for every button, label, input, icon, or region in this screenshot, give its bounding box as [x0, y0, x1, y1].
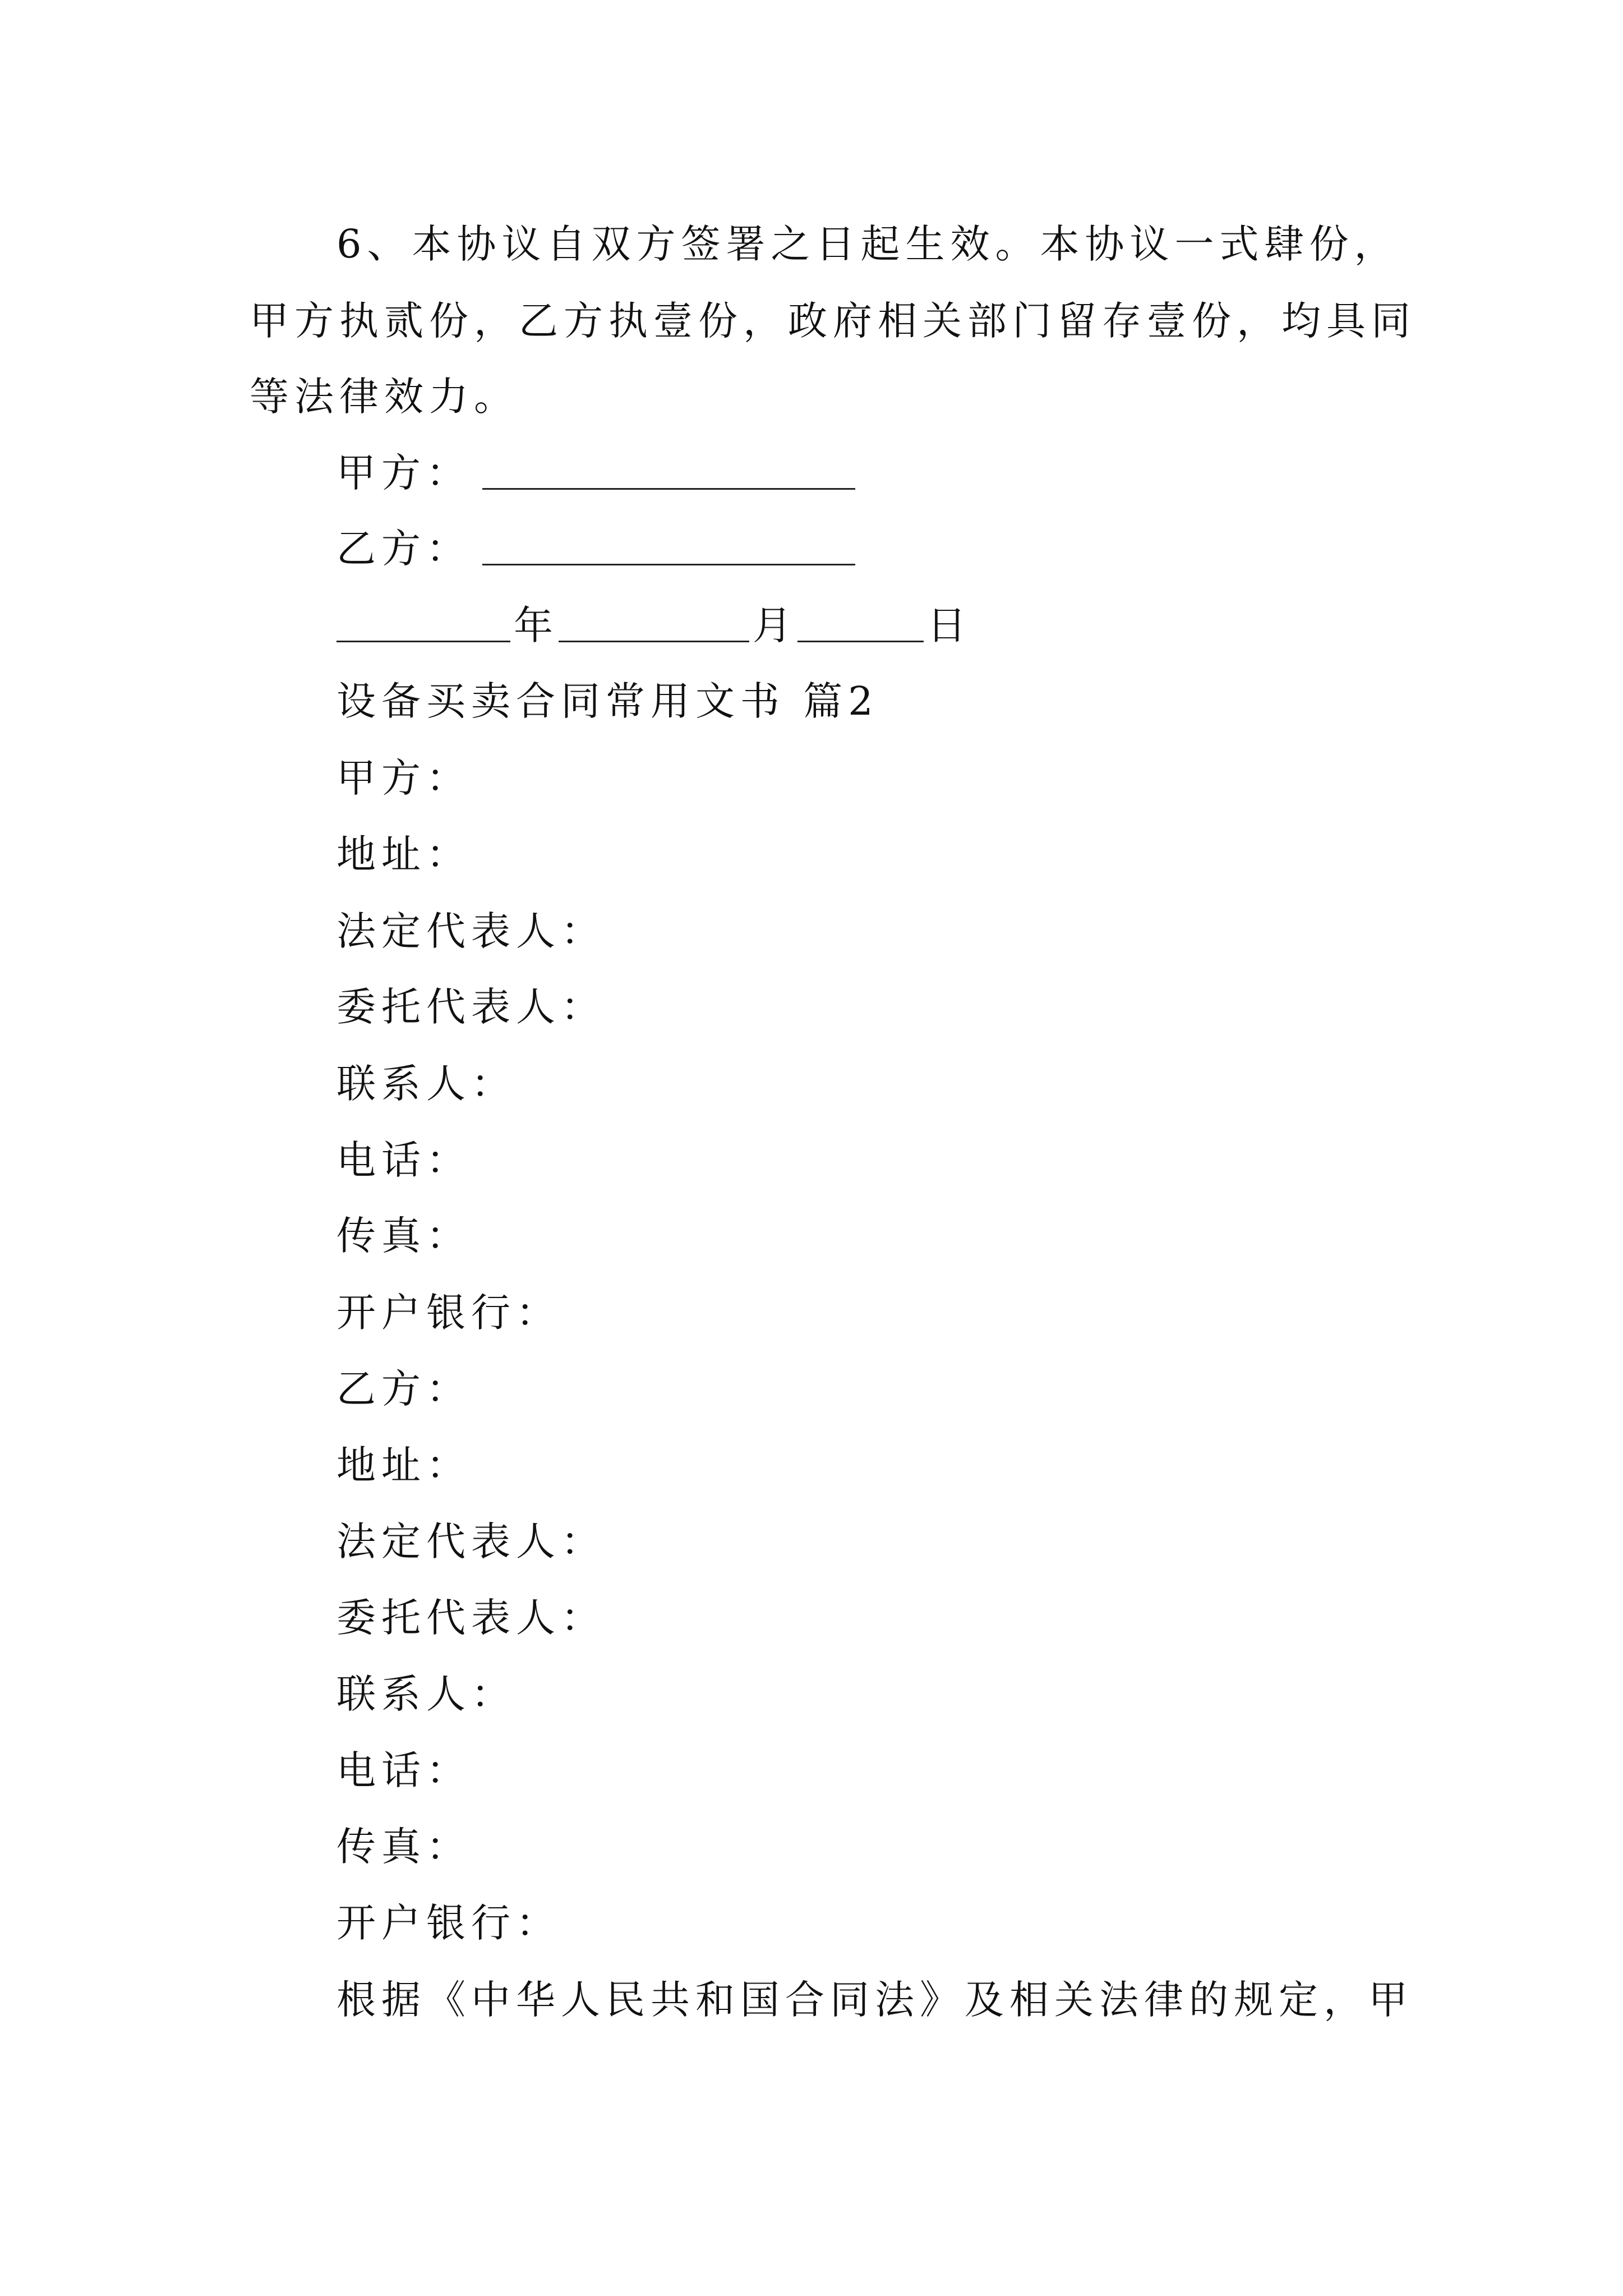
clause6-line3: 等法律效力。 [250, 374, 519, 420]
clause6-line2: 甲方执贰份，乙方执壹份，政府相关部门留存壹份，均具同 [250, 298, 1416, 344]
date-year-label: 年 [514, 602, 559, 648]
party-a-bank: 开户银行： [336, 1290, 561, 1336]
party-a-legal-rep: 法定代表人： [336, 908, 606, 954]
party-b-fax: 传真： [336, 1824, 471, 1870]
party-a-label: 甲方： [336, 755, 471, 801]
party-a-fax: 传真： [336, 1213, 471, 1259]
party-a-phone: 电话： [336, 1137, 471, 1183]
signature-party-b [336, 521, 855, 577]
party-a-authorized-rep: 委托代表人： [336, 984, 606, 1030]
signature-party-a-label: 甲方： [336, 450, 471, 496]
closing-line: 根据《中华人民共和国合同法》及相关法律的规定，甲 [336, 1977, 1413, 2023]
date-month-label: 月 [753, 602, 797, 648]
party-b-contact: 联系人： [336, 1671, 516, 1717]
party-b-address: 地址： [336, 1442, 471, 1488]
party-b-authorized-rep: 委托代表人： [336, 1595, 606, 1641]
party-b-legal-rep: 法定代表人： [336, 1519, 606, 1565]
party-b-label: 乙方： [336, 1366, 471, 1412]
section-title: 设备买卖合同常用文书 篇2 [336, 678, 879, 724]
date-day-blank [797, 640, 924, 642]
party-b-bank: 开户银行： [336, 1900, 561, 1946]
signature-party-b-blank [482, 563, 855, 565]
date-month-blank [559, 640, 749, 642]
party-a-contact: 联系人： [336, 1061, 516, 1107]
signature-party-a [336, 445, 855, 501]
party-a-address: 地址： [336, 831, 471, 877]
signature-date [336, 597, 972, 654]
signature-party-b-label: 乙方： [336, 526, 471, 572]
date-year-blank [336, 640, 510, 642]
signature-party-a-blank [482, 487, 855, 490]
date-day-label: 日 [927, 602, 972, 648]
clause6-line1: 6、本协议自双方签署之日起生效。本协议一式肆份， [336, 221, 1399, 267]
party-b-phone: 电话： [336, 1747, 471, 1793]
